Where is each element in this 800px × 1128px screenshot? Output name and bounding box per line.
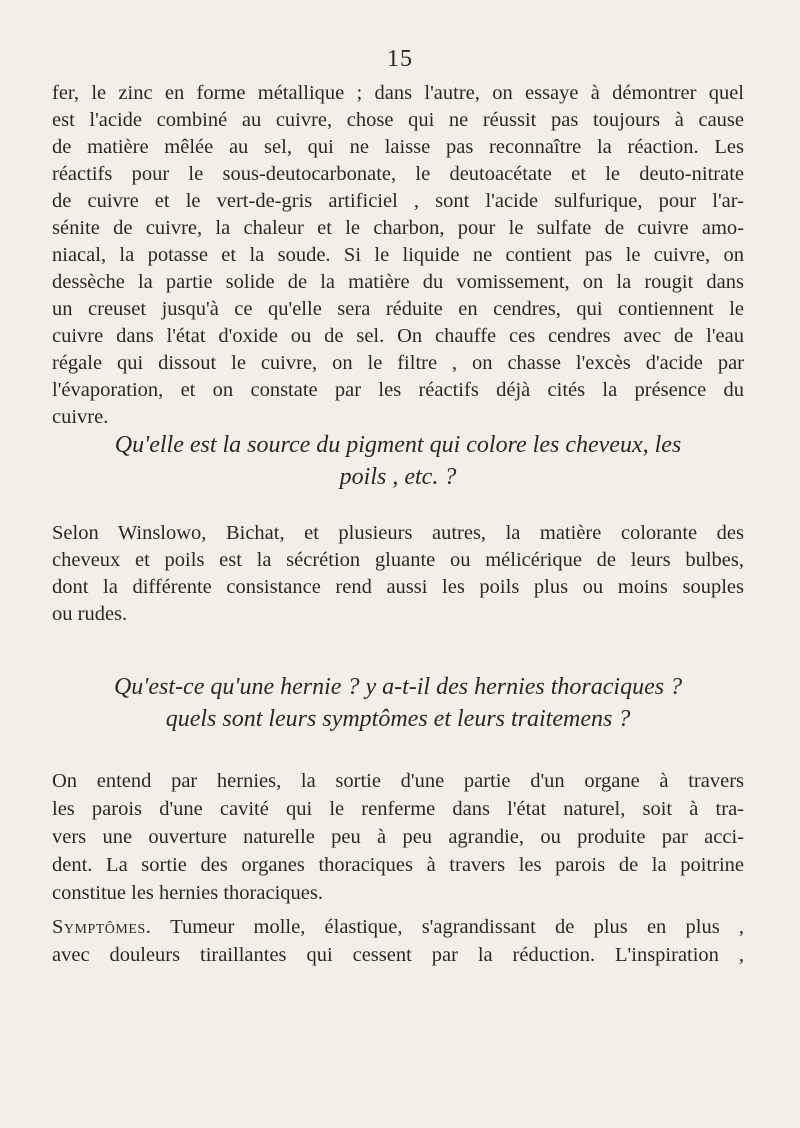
text-line: fer, le zinc en forme métallique ; dans l'autre, on essaye à démontrer quel: [52, 82, 744, 104]
symptoms-text: Tumeur molle, élastique, s'agrandissant de plus en plus ,: [151, 916, 744, 938]
text-line: dent. La sortie des organes thoraciques à travers les parois de la poitrine: [52, 854, 744, 876]
text-line: sénite de cuivre, la chaleur et le charbon, pour le sulfate de cuivre amo-: [52, 217, 744, 239]
section-heading-pigment-continued: poils , etc. ?: [339, 464, 457, 490]
text-line: niacal, la potasse et la soude. Si le liquide ne contient pas le cuivre, on: [52, 244, 744, 266]
text-line: cheveux et poils est la sécrétion gluante ou mélicérique de leurs bulbes,: [52, 549, 744, 571]
text-line: l'évaporation, et on constate par les réactifs déjà cités la présence du: [52, 379, 744, 401]
page-number: 15: [387, 46, 413, 72]
text-line: cuivre dans l'état d'oxide ou de sel. On chauffe ces cendres avec de l'eau: [52, 325, 744, 347]
text-line: est l'acide combiné au cuivre, chose qui ne réussit pas toujours à cause: [52, 109, 744, 131]
text-line: [52, 916, 744, 939]
section-heading-pigment: Qu'elle est la source du pigment qui colore les cheveux, les: [114, 432, 682, 458]
text-line: avec douleurs tiraillantes qui cessent par la réduction. L'inspiration ,: [52, 944, 744, 966]
text-line: de cuivre et le vert-de-gris artificiel , sont l'acide sulfurique, pour l'ar-: [52, 190, 744, 212]
text-line: Selon Winslowo, Bichat, et plusieurs autres, la matière colorante des: [52, 522, 744, 544]
text-line: un creuset jusqu'à ce qu'elle sera réduite en cendres, qui contiennent le: [52, 298, 744, 320]
symptoms-label: Symptômes.: [52, 916, 152, 938]
text-line: de matière mêlée au sel, qui ne laisse pas reconnaître la réaction. Les: [52, 136, 744, 158]
text-line: ou rudes.: [52, 603, 128, 625]
text-line: constitue les hernies thoraciques.: [52, 882, 323, 904]
text-line: réactifs pour le sous-deutocarbonate, le deutoacétate et le deuto-nitrate: [52, 163, 744, 185]
section-heading-hernia-continued: quels sont leurs symptômes et leurs traitemens ?: [165, 706, 631, 732]
section-heading-hernia: Qu'est-ce qu'une hernie ? y a-t-il des hernies thoraciques ?: [113, 674, 683, 700]
text-line: les parois d'une cavité qui le renferme dans l'état naturel, soit à tra-: [52, 798, 744, 820]
text-line: vers une ouverture naturelle peu à peu agrandie, ou produite par acci-: [52, 826, 744, 848]
text-line: cuivre.: [52, 406, 109, 428]
text-line: régale qui dissout le cuivre, on le filtre , on chasse l'excès d'acide par: [52, 352, 744, 374]
text-line: dont la différente consistance rend aussi les poils plus ou moins souples: [52, 576, 744, 598]
text-line: dessèche la partie solide de la matière du vomissement, on la rougit dans: [52, 271, 744, 293]
text-line: On entend par hernies, la sortie d'une partie d'un organe à travers: [52, 770, 744, 792]
